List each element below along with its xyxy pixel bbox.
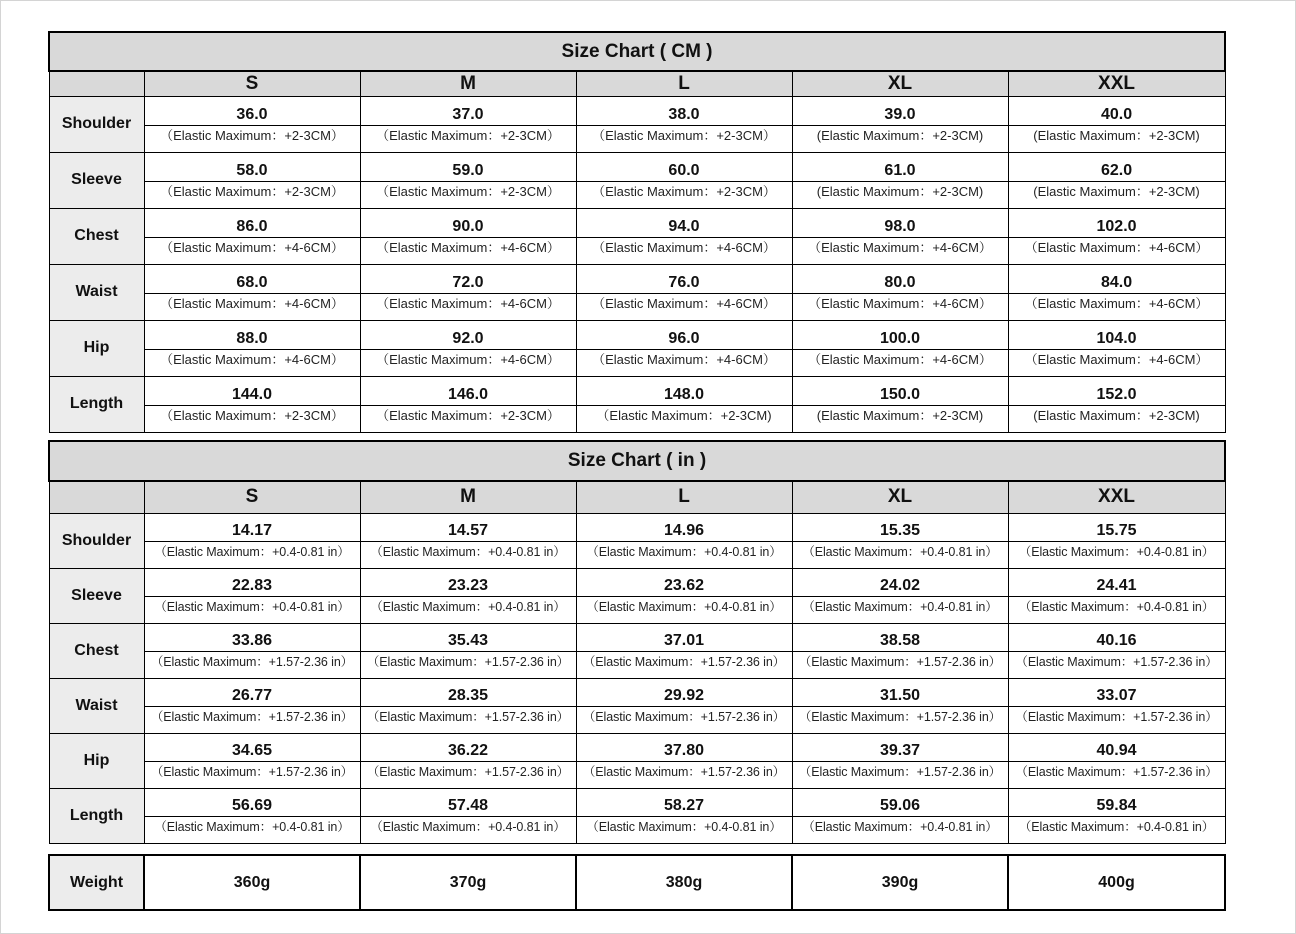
cm-elastic-note: （Elastic Maximum：+4-6CM）	[808, 239, 992, 255]
in-measure-cell	[360, 733, 576, 788]
cm-measure-value: 90.0	[452, 217, 484, 235]
weight-value: 400g	[1008, 855, 1225, 910]
in-measure-cell	[576, 623, 792, 678]
in-elastic-note: （Elastic Maximum：+1.57-2.36 in）	[798, 765, 1002, 779]
in-measure-cell	[1008, 623, 1225, 678]
cm-row-label: Sleeve	[49, 152, 144, 208]
in-measure-cell	[360, 788, 576, 843]
in-measure-value: 28.35	[447, 687, 489, 704]
cm-measure-row	[49, 320, 1225, 376]
in-elastic-note: （Elastic Maximum：+0.4-0.81 in）	[1018, 545, 1215, 559]
cm-measure-cell	[576, 208, 792, 264]
in-measure-value: 40.94	[1096, 742, 1137, 759]
cm-elastic-note: (Elastic Maximum：+2-3CM)	[816, 183, 984, 199]
cm-measure-value: 150.0	[879, 385, 921, 403]
cm-measure-cell	[576, 320, 792, 376]
in-elastic-note: （Elastic Maximum：+1.57-2.36 in）	[150, 655, 354, 669]
weight-table	[48, 854, 1226, 911]
cm-measure-cell	[1008, 264, 1225, 320]
cm-measure-cell	[360, 152, 576, 208]
cm-measure-value: 100.0	[879, 329, 921, 347]
cm-row-label: Length	[49, 376, 144, 432]
in-elastic-note: （Elastic Maximum：+1.57-2.36 in）	[150, 765, 354, 779]
cm-measure-value: 68.0	[236, 273, 268, 291]
in-measure-value: 14.57	[447, 522, 489, 539]
cm-measure-value: 61.0	[884, 161, 916, 179]
cm-size-header: L	[576, 71, 792, 96]
cm-row-label: Waist	[49, 264, 144, 320]
in-measure-cell	[144, 623, 360, 678]
in-measure-value: 33.07	[1096, 687, 1137, 704]
cm-measure-cell	[1008, 152, 1225, 208]
in-elastic-note: （Elastic Maximum：+1.57-2.36 in）	[366, 655, 570, 669]
in-measure-cell	[792, 568, 1008, 623]
in-elastic-note: （Elastic Maximum：+1.57-2.36 in）	[582, 655, 786, 669]
in-measure-value: 40.16	[1096, 632, 1137, 649]
in-elastic-note: （Elastic Maximum：+0.4-0.81 in）	[1018, 600, 1215, 614]
weight-value: 370g	[360, 855, 576, 910]
in-measure-value: 36.22	[447, 742, 489, 759]
in-measure-value: 58.27	[663, 797, 705, 814]
in-measure-value: 22.83	[231, 577, 273, 594]
cm-elastic-note: （Elastic Maximum：+2-3CM）	[376, 407, 560, 423]
in-measure-value: 31.50	[879, 687, 921, 704]
in-measure-value: 39.37	[879, 742, 921, 759]
weight-value: 360g	[144, 855, 360, 910]
in-measure-cell	[360, 678, 576, 733]
cm-measure-cell	[144, 376, 360, 432]
in-measure-value: 37.01	[663, 632, 705, 649]
in-measure-value: 59.06	[879, 797, 921, 814]
in-measure-cell	[576, 733, 792, 788]
cm-measure-cell	[792, 264, 1008, 320]
cm-elastic-note: （Elastic Maximum：+2-3CM）	[592, 127, 776, 143]
cm-measure-cell	[576, 376, 792, 432]
cm-size-header: XXL	[1008, 71, 1225, 96]
cm-measure-value: 152.0	[1096, 385, 1137, 403]
cm-measure-cell	[144, 152, 360, 208]
in-chart-title: Size Chart ( in )	[49, 441, 1225, 481]
in-size-header: XXL	[1008, 481, 1225, 513]
in-size-header: M	[360, 481, 576, 513]
in-measure-cell	[144, 513, 360, 568]
in-measure-cell	[1008, 733, 1225, 788]
in-measure-value: 59.84	[1096, 797, 1137, 814]
cm-elastic-note: (Elastic Maximum：+2-3CM)	[1033, 127, 1200, 143]
in-measure-value: 15.35	[879, 522, 921, 539]
in-measure-value: 34.65	[231, 742, 273, 759]
in-measure-value: 29.92	[663, 687, 705, 704]
in-row-label: Length	[49, 788, 144, 843]
in-elastic-note: （Elastic Maximum：+0.4-0.81 in）	[154, 600, 350, 614]
cm-measure-cell	[360, 264, 576, 320]
in-measure-value: 24.41	[1096, 577, 1137, 594]
cm-elastic-note: （Elastic Maximum：+4-6CM）	[1024, 351, 1209, 367]
in-measure-cell	[576, 788, 792, 843]
cm-measure-value: 144.0	[231, 385, 273, 403]
cm-measure-value: 36.0	[236, 105, 268, 123]
cm-elastic-note: （Elastic Maximum：+2-3CM）	[160, 183, 344, 199]
in-measure-value: 15.75	[1096, 522, 1137, 539]
cm-measure-value: 148.0	[663, 385, 705, 403]
in-elastic-note: （Elastic Maximum：+0.4-0.81 in）	[586, 820, 782, 834]
in-measure-cell	[576, 678, 792, 733]
cm-elastic-note: （Elastic Maximum：+4-6CM）	[592, 351, 776, 367]
cm-elastic-note: （Elastic Maximum：+4-6CM）	[160, 351, 344, 367]
cm-elastic-note: （Elastic Maximum：+4-6CM）	[1024, 239, 1209, 255]
in-measure-cell	[1008, 568, 1225, 623]
cm-elastic-note: （Elastic Maximum：+4-6CM）	[808, 295, 992, 311]
in-measure-cell	[360, 568, 576, 623]
in-row-label: Waist	[49, 678, 144, 733]
size-chart-in	[48, 440, 1226, 844]
in-measure-cell	[792, 733, 1008, 788]
cm-measure-value: 40.0	[1100, 105, 1133, 123]
in-measure-cell	[1008, 788, 1225, 843]
cm-elastic-note: （Elastic Maximum：+4-6CM）	[592, 239, 776, 255]
in-elastic-note: （Elastic Maximum：+0.4-0.81 in）	[802, 545, 998, 559]
in-elastic-note: （Elastic Maximum：+1.57-2.36 in）	[1015, 710, 1218, 724]
in-measure-cell	[144, 788, 360, 843]
cm-measure-value: 80.0	[884, 273, 916, 291]
in-measure-cell	[792, 788, 1008, 843]
cm-elastic-note: (Elastic Maximum：+2-3CM)	[1033, 183, 1200, 199]
cm-size-header: S	[144, 71, 360, 96]
cm-elastic-note: （Elastic Maximum：+2-3CM）	[376, 183, 560, 199]
in-elastic-note: （Elastic Maximum：+0.4-0.81 in）	[586, 545, 782, 559]
in-elastic-note: （Elastic Maximum：+0.4-0.81 in）	[154, 820, 350, 834]
in-elastic-note: （Elastic Maximum：+1.57-2.36 in）	[150, 710, 354, 724]
in-measure-row	[49, 623, 1225, 678]
cm-measure-value: 58.0	[236, 161, 268, 179]
cm-measure-cell	[576, 152, 792, 208]
cm-size-header: XL	[792, 71, 1008, 96]
cm-measure-cell	[1008, 320, 1225, 376]
cm-elastic-note: （Elastic Maximum：+2-3CM）	[160, 407, 344, 423]
cm-elastic-note: (Elastic Maximum：+2-3CM)	[1033, 407, 1200, 423]
in-measure-cell	[144, 568, 360, 623]
in-measure-cell	[144, 678, 360, 733]
in-measure-cell	[360, 623, 576, 678]
cm-measure-value: 86.0	[236, 217, 268, 235]
cm-elastic-note: （Elastic Maximum：+4-6CM）	[376, 295, 560, 311]
cm-elastic-note: (Elastic Maximum：+2-3CM)	[816, 407, 984, 423]
weight-value: 380g	[576, 855, 792, 910]
cm-elastic-note: （Elastic Maximum：+4-6CM）	[376, 351, 560, 367]
cm-elastic-note: （Elastic Maximum：+2-3CM）	[160, 127, 344, 143]
cm-measure-cell	[144, 264, 360, 320]
in-elastic-note: （Elastic Maximum：+1.57-2.36 in）	[582, 765, 786, 779]
in-measure-row	[49, 568, 1225, 623]
in-measure-cell	[792, 623, 1008, 678]
weight-label: Weight	[49, 855, 144, 910]
cm-measure-cell	[1008, 208, 1225, 264]
in-elastic-note: （Elastic Maximum：+1.57-2.36 in）	[366, 710, 570, 724]
in-measure-value: 26.77	[231, 687, 273, 704]
in-size-header: L	[576, 481, 792, 513]
cm-measure-value: 37.0	[452, 105, 484, 123]
cm-row-label: Shoulder	[49, 96, 144, 152]
cm-measure-value: 104.0	[1096, 329, 1137, 347]
in-measure-row	[49, 678, 1225, 733]
in-elastic-note: （Elastic Maximum：+1.57-2.36 in）	[1015, 655, 1218, 669]
in-elastic-note: （Elastic Maximum：+1.57-2.36 in）	[798, 655, 1002, 669]
cm-elastic-note: （Elastic Maximum：+2-3CM）	[592, 183, 776, 199]
in-measure-value: 38.58	[879, 632, 921, 649]
in-elastic-note: （Elastic Maximum：+0.4-0.81 in）	[370, 545, 566, 559]
cm-measure-value: 102.0	[1096, 217, 1137, 235]
in-elastic-note: （Elastic Maximum：+0.4-0.81 in）	[586, 600, 782, 614]
in-measure-cell	[792, 513, 1008, 568]
cm-measure-row	[49, 264, 1225, 320]
cm-measure-value: 92.0	[452, 329, 484, 347]
cm-corner-cell	[49, 71, 144, 96]
cm-measure-cell	[1008, 96, 1225, 152]
in-measure-row	[49, 788, 1225, 843]
in-elastic-note: （Elastic Maximum：+0.4-0.81 in）	[370, 820, 566, 834]
in-measure-value: 33.86	[231, 632, 273, 649]
cm-measure-value: 146.0	[447, 385, 489, 403]
cm-elastic-note: （Elastic Maximum：+4-6CM）	[592, 295, 776, 311]
cm-elastic-note: （Elastic Maximum：+2-3CM)	[596, 407, 772, 423]
cm-measure-cell	[360, 376, 576, 432]
cm-measure-row	[49, 96, 1225, 152]
cm-measure-row	[49, 208, 1225, 264]
cm-measure-cell	[576, 96, 792, 152]
cm-measure-value: 94.0	[668, 217, 700, 235]
in-row-label: Sleeve	[49, 568, 144, 623]
cm-elastic-note: （Elastic Maximum：+4-6CM）	[376, 239, 560, 255]
cm-elastic-note: （Elastic Maximum：+4-6CM）	[160, 239, 344, 255]
cm-elastic-note: （Elastic Maximum：+4-6CM）	[1024, 295, 1209, 311]
cm-measure-cell	[792, 376, 1008, 432]
in-row-label: Shoulder	[49, 513, 144, 568]
in-measure-value: 56.69	[231, 797, 273, 814]
in-measure-value: 35.43	[447, 632, 489, 649]
cm-row-label: Chest	[49, 208, 144, 264]
in-measure-cell	[1008, 678, 1225, 733]
in-elastic-note: （Elastic Maximum：+0.4-0.81 in）	[802, 600, 998, 614]
in-measure-cell	[1008, 513, 1225, 568]
in-row-label: Hip	[49, 733, 144, 788]
cm-measure-value: 84.0	[1100, 273, 1133, 291]
cm-size-header: M	[360, 71, 576, 96]
in-row-label: Chest	[49, 623, 144, 678]
cm-elastic-note: （Elastic Maximum：+4-6CM）	[160, 295, 344, 311]
cm-measure-value: 88.0	[236, 329, 268, 347]
cm-measure-value: 96.0	[668, 329, 700, 347]
in-elastic-note: （Elastic Maximum：+0.4-0.81 in）	[154, 545, 350, 559]
cm-measure-cell	[792, 320, 1008, 376]
cm-elastic-note: （Elastic Maximum：+2-3CM）	[376, 127, 560, 143]
in-measure-value: 37.80	[663, 742, 705, 759]
in-elastic-note: （Elastic Maximum：+1.57-2.36 in）	[1015, 765, 1218, 779]
cm-measure-cell	[576, 264, 792, 320]
cm-measure-cell	[144, 208, 360, 264]
in-elastic-note: （Elastic Maximum：+0.4-0.81 in）	[802, 820, 998, 834]
cm-measure-cell	[792, 152, 1008, 208]
in-size-header: XL	[792, 481, 1008, 513]
cm-measure-cell	[360, 320, 576, 376]
cm-measure-cell	[144, 320, 360, 376]
cm-measure-value: 62.0	[1100, 161, 1133, 179]
cm-measure-value: 39.0	[884, 105, 916, 123]
in-measure-value: 57.48	[447, 797, 489, 814]
cm-measure-cell	[792, 208, 1008, 264]
cm-measure-cell	[1008, 376, 1225, 432]
in-elastic-note: （Elastic Maximum：+0.4-0.81 in）	[370, 600, 566, 614]
in-measure-cell	[360, 513, 576, 568]
in-measure-value: 14.17	[231, 522, 273, 539]
weight-value: 390g	[792, 855, 1008, 910]
cm-measure-cell	[792, 96, 1008, 152]
in-elastic-note: （Elastic Maximum：+1.57-2.36 in）	[798, 710, 1002, 724]
cm-measure-cell	[360, 208, 576, 264]
cm-measure-value: 60.0	[668, 161, 700, 179]
in-size-header: S	[144, 481, 360, 513]
cm-chart-title: Size Chart ( CM )	[49, 32, 1225, 71]
cm-measure-value: 38.0	[668, 105, 700, 123]
in-measure-value: 14.96	[663, 522, 705, 539]
in-measure-value: 24.02	[879, 577, 921, 594]
in-measure-cell	[144, 733, 360, 788]
cm-elastic-note: （Elastic Maximum：+4-6CM）	[808, 351, 992, 367]
in-measure-cell	[576, 513, 792, 568]
in-measure-cell	[792, 678, 1008, 733]
cm-measure-row	[49, 376, 1225, 432]
cm-measure-cell	[144, 96, 360, 152]
in-measure-cell	[576, 568, 792, 623]
in-elastic-note: （Elastic Maximum：+0.4-0.81 in）	[1018, 820, 1215, 834]
in-elastic-note: （Elastic Maximum：+1.57-2.36 in）	[582, 710, 786, 724]
cm-elastic-note: (Elastic Maximum：+2-3CM)	[816, 127, 984, 143]
in-elastic-note: （Elastic Maximum：+1.57-2.36 in）	[366, 765, 570, 779]
in-measure-row	[49, 513, 1225, 568]
size-chart-cm	[48, 31, 1226, 433]
cm-measure-value: 59.0	[452, 161, 484, 179]
in-measure-value: 23.23	[447, 577, 489, 594]
in-corner-cell	[49, 481, 144, 513]
cm-measure-value: 76.0	[668, 273, 700, 291]
cm-measure-cell	[360, 96, 576, 152]
cm-measure-value: 98.0	[884, 217, 916, 235]
in-measure-row	[49, 733, 1225, 788]
cm-row-label: Hip	[49, 320, 144, 376]
in-measure-value: 23.62	[663, 577, 705, 594]
cm-measure-row	[49, 152, 1225, 208]
cm-measure-value: 72.0	[452, 273, 484, 291]
